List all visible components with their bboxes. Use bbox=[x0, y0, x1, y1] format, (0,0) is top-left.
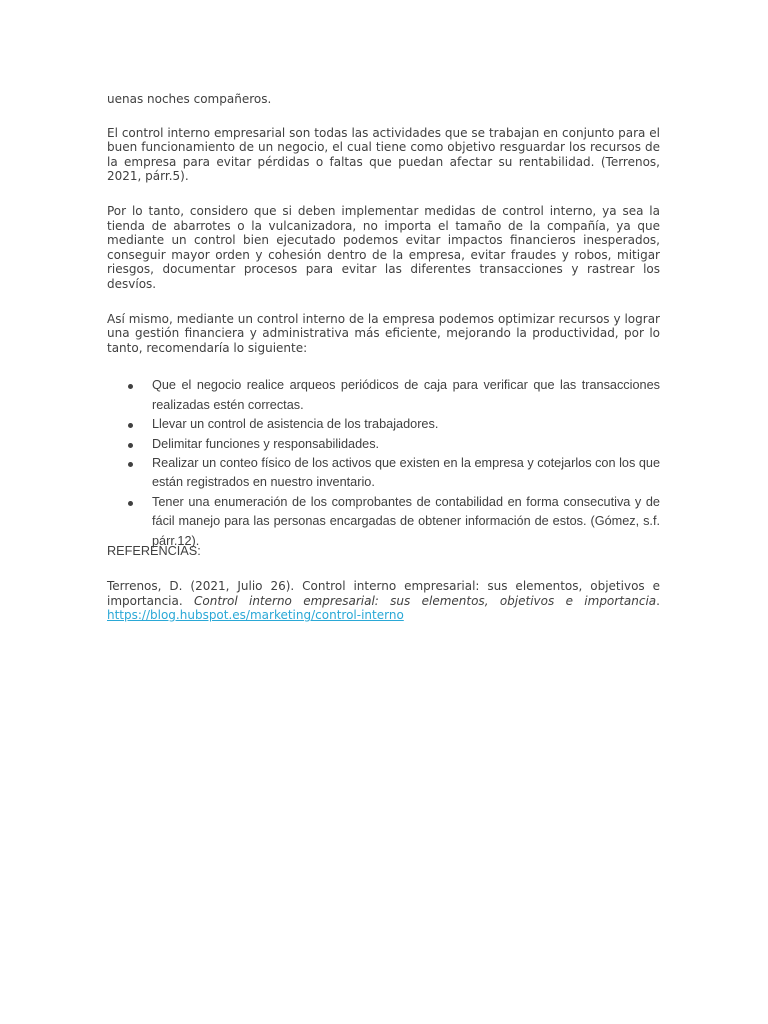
list-item-text: Delimitar funciones y responsabilidades. bbox=[152, 436, 380, 451]
list-item bbox=[107, 454, 660, 493]
list-item-text: Que el negocio realice arqueos periódicos de caja para verificar que las transacciones realizadas estén correctas. bbox=[152, 378, 660, 412]
list-item bbox=[107, 493, 660, 551]
paragraph-justification: Por lo tanto, considero que si deben implementar medidas de control interno, ya sea la tienda de abarrotes o la vulcanizadora, no importa el tamaño de la compañía, ya que mediante un control bien ejecutado podemos evitar impactos financieros inesperados, conseguir mayor orden y cohesión dentro de la empresa, evitar fraudes y robos, mitigar riesgos, documentar procesos para evitar las diferentes transacciones y rastrear los desvíos. bbox=[107, 203, 660, 291]
bullet-icon bbox=[128, 443, 133, 448]
paragraph-definition: El control interno empresarial son todas las actividades que se trabajan en conjunto para el buen funcionamiento de un negocio, el cual tiene como objetivo resguardar los recursos de la empresa para evitar pérdidas o faltas que puedan afectar su rentabilidad. (Terrenos, 2021, párr.5). bbox=[107, 125, 660, 184]
bullet-icon bbox=[128, 462, 133, 467]
list-item bbox=[107, 376, 660, 415]
references-heading: REFERENCIAS: bbox=[107, 543, 201, 558]
list-item bbox=[107, 435, 660, 454]
bullet-icon bbox=[128, 501, 133, 506]
bullet-icon bbox=[128, 423, 133, 428]
reference-title: Control interno empresarial: sus elementos, objetivos e importancia bbox=[194, 593, 657, 608]
list-item bbox=[107, 415, 660, 434]
reference-citation: Terrenos, D. (2021, Julio 26). Control interno empresarial: sus elementos, objetivos e importancia. bbox=[107, 578, 660, 608]
bullet-icon bbox=[128, 384, 133, 389]
document-body bbox=[107, 92, 660, 623]
list-item-text: Llevar un control de asistencia de los trabajadores. bbox=[152, 417, 439, 432]
recommendation-list bbox=[107, 376, 660, 551]
reference-entry bbox=[107, 579, 660, 623]
greeting-text: uenas noches compañeros. bbox=[107, 92, 272, 106]
reference-link[interactable]: https://blog.hubspot.es/marketing/control-interno bbox=[107, 608, 404, 623]
reference-separator: . bbox=[656, 593, 660, 608]
list-item-text: Realizar un conteo físico de los activos que existen en la empresa y cotejarlos con los que están registrados en nuestro inventario. bbox=[152, 455, 660, 490]
list-item-text: Tener una enumeración de los comprobantes de contabilidad en forma consecutiva y de fácil manejo para las personas encargadas de obtener información de estos. (Gómez, s.f. párr.12). bbox=[152, 494, 660, 548]
paragraph-recommendation-intro: Así mismo, mediante un control interno de la empresa podemos optimizar recursos y lograr una gestión financiera y administrativa más eficiente, mejorando la productividad, por lo tanto, recomendaría lo siguiente: bbox=[107, 311, 660, 355]
